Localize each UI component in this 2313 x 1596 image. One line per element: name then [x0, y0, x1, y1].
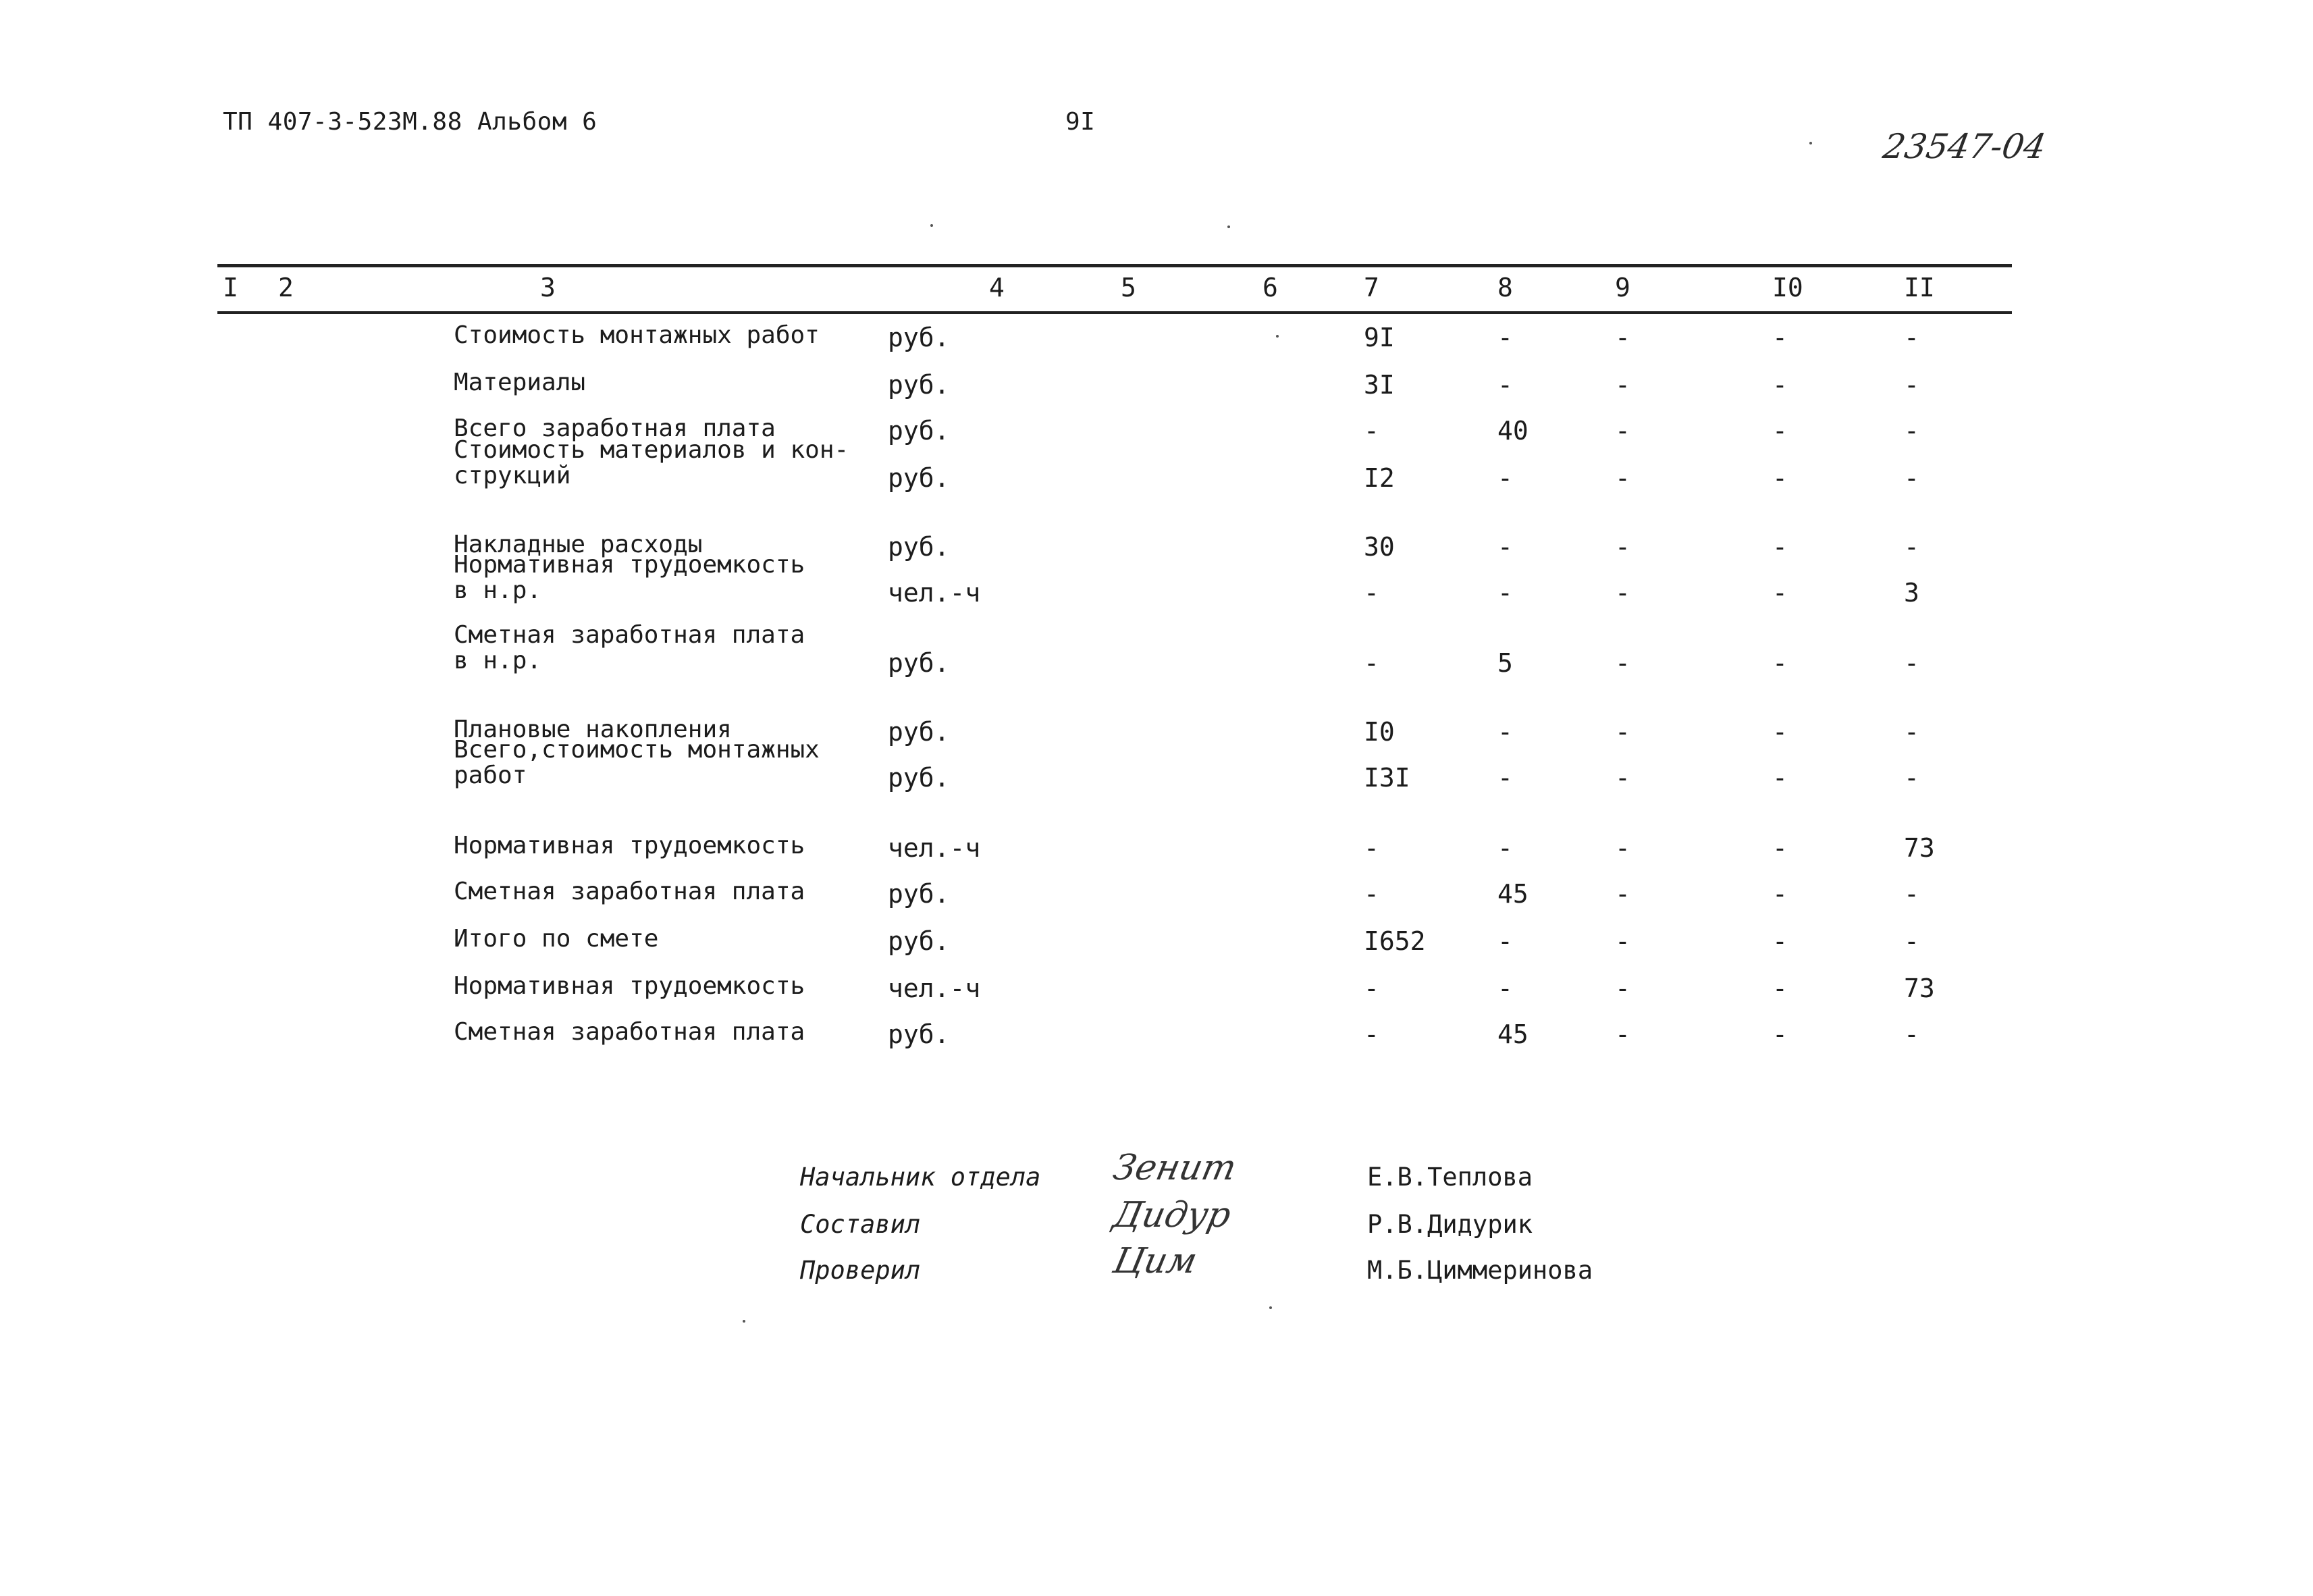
row-value-c10: - [1772, 926, 1788, 956]
row-value-c11: - [1904, 717, 1919, 747]
row-value-c10: - [1772, 717, 1788, 747]
row-label: Всего заработная плата [454, 415, 776, 442]
row-label: Стоимость монтажных работ [454, 321, 820, 349]
row-value-c11: - [1904, 370, 1919, 400]
row-value-c7: I3I [1364, 763, 1410, 793]
row-value-c7: I652 [1364, 926, 1426, 956]
row-label: Сметная заработная плата в н.р. [454, 621, 805, 674]
row-value-c8: - [1497, 717, 1513, 747]
row-unit: руб. [888, 416, 950, 446]
row-value-c7: - [1364, 648, 1379, 678]
row-value-c9: - [1615, 532, 1630, 562]
row-label: Стоимость материалов и кон- струкций [454, 436, 849, 489]
row-label: Всего,стоимость монтажных работ [454, 736, 820, 789]
row-value-c7: 30 [1364, 532, 1395, 562]
row-value-c7: - [1364, 879, 1379, 909]
row-value-c8: - [1497, 578, 1513, 608]
row-unit: чел.-ч [888, 578, 981, 608]
table-top-rule [217, 264, 2012, 267]
row-value-c10: - [1772, 370, 1788, 400]
row-value-c8: - [1497, 763, 1513, 793]
row-value-c8: - [1497, 532, 1513, 562]
row-value-c10: - [1772, 974, 1788, 1003]
row-value-c7: 3I [1364, 370, 1395, 400]
row-value-c11: - [1904, 532, 1919, 562]
row-unit: руб. [888, 926, 950, 956]
row-value-c11: - [1904, 648, 1919, 678]
row-value-c10: - [1772, 323, 1788, 352]
row-value-c11: 73 [1904, 833, 1935, 863]
row-value-c9: - [1615, 416, 1630, 446]
row-value-c7: - [1364, 578, 1379, 608]
row-value-c11: - [1904, 1019, 1919, 1049]
row-value-c7: 9I [1364, 323, 1395, 352]
row-value-c11: - [1904, 463, 1919, 493]
row-value-c7: I2 [1364, 463, 1395, 493]
row-label: Сметная заработная плата [454, 878, 805, 905]
row-value-c9: - [1615, 1019, 1630, 1049]
row-value-c7: - [1364, 974, 1379, 1003]
row-value-c11: 73 [1904, 974, 1935, 1003]
row-value-c10: - [1772, 648, 1788, 678]
row-unit: чел.-ч [888, 833, 981, 863]
row-unit: чел.-ч [888, 974, 981, 1003]
row-label: Плановые накопления [454, 716, 732, 743]
row-unit: руб. [888, 717, 950, 747]
row-unit: руб. [888, 879, 950, 909]
scan-speck [930, 224, 933, 227]
row-unit: руб. [888, 463, 950, 493]
row-unit: руб. [888, 370, 950, 400]
column-number-5: 5 [1121, 273, 1136, 302]
scan-speck [1276, 335, 1279, 338]
page-number: 9I [1065, 108, 1096, 136]
signatory-name: М.Б.Циммеринова [1367, 1256, 1593, 1285]
column-number-4: 4 [989, 273, 1005, 302]
row-value-c11: - [1904, 926, 1919, 956]
row-unit: руб. [888, 1019, 950, 1049]
row-value-c9: - [1615, 833, 1630, 863]
row-value-c10: - [1772, 763, 1788, 793]
document-code: ТП 407-3-523М.88 Альбом 6 [223, 108, 597, 136]
row-value-c10: - [1772, 416, 1788, 446]
handwritten-signature: Дидур [1109, 1195, 1235, 1235]
row-value-c8: - [1497, 974, 1513, 1003]
signatory-name: Е.В.Теплова [1367, 1163, 1533, 1192]
column-number-6: 6 [1262, 273, 1278, 302]
scan-speck [1269, 1306, 1272, 1309]
row-label: Накладные расходы [454, 531, 703, 558]
row-value-c10: - [1772, 833, 1788, 863]
column-number-11: II [1904, 273, 1935, 302]
row-value-c10: - [1772, 1019, 1788, 1049]
row-value-c9: - [1615, 763, 1630, 793]
row-value-c7: - [1364, 416, 1379, 446]
row-label: Материалы [454, 369, 586, 396]
row-value-c8: 45 [1497, 1019, 1528, 1049]
row-value-c8: - [1497, 463, 1513, 493]
row-unit: руб. [888, 323, 950, 352]
row-value-c8: 40 [1497, 416, 1528, 446]
row-value-c11: - [1904, 763, 1919, 793]
row-value-c11: 3 [1904, 578, 1919, 608]
row-unit: руб. [888, 648, 950, 678]
row-value-c7: I0 [1364, 717, 1395, 747]
scan-speck [743, 1320, 745, 1323]
row-value-c11: - [1904, 879, 1919, 909]
row-value-c8: - [1497, 926, 1513, 956]
column-number-3: 3 [540, 273, 556, 302]
row-value-c8: - [1497, 833, 1513, 863]
row-label: Нормативная трудоемкость [454, 972, 805, 1000]
row-value-c9: - [1615, 926, 1630, 956]
column-number-9: 9 [1615, 273, 1630, 302]
row-value-c8: 5 [1497, 648, 1513, 678]
handwritten-signature: Цим [1109, 1241, 1201, 1281]
row-value-c10: - [1772, 463, 1788, 493]
row-unit: руб. [888, 532, 950, 562]
row-value-c9: - [1615, 323, 1630, 352]
row-value-c8: 45 [1497, 879, 1528, 909]
row-value-c9: - [1615, 578, 1630, 608]
row-label: Нормативная трудоемкость [454, 832, 805, 859]
row-value-c11: - [1904, 416, 1919, 446]
signature-role: Составил [800, 1210, 921, 1239]
row-value-c10: - [1772, 879, 1788, 909]
row-value-c9: - [1615, 974, 1630, 1003]
scan-speck [1809, 142, 1812, 144]
signature-role: Проверил [800, 1256, 921, 1285]
row-label: Нормативная трудоемкость в н.р. [454, 551, 805, 604]
row-value-c9: - [1615, 463, 1630, 493]
row-value-c8: - [1497, 323, 1513, 352]
row-value-c9: - [1615, 370, 1630, 400]
signature-role: Начальник отдела [800, 1163, 1041, 1192]
row-label: Сметная заработная плата [454, 1018, 805, 1046]
column-number-8: 8 [1497, 273, 1513, 302]
column-number-10: I0 [1772, 273, 1803, 302]
row-unit: руб. [888, 763, 950, 793]
row-value-c10: - [1772, 578, 1788, 608]
row-value-c9: - [1615, 717, 1630, 747]
row-value-c7: - [1364, 1019, 1379, 1049]
row-value-c9: - [1615, 648, 1630, 678]
signatory-name: Р.В.Дидурик [1367, 1210, 1533, 1239]
column-number-2: 2 [278, 273, 294, 302]
row-value-c8: - [1497, 370, 1513, 400]
row-value-c7: - [1364, 833, 1379, 863]
row-value-c9: - [1615, 879, 1630, 909]
inventory-number: 23547-04 [1880, 127, 2049, 166]
handwritten-signature: Зенит [1109, 1148, 1240, 1188]
scan-speck [1227, 225, 1230, 228]
row-value-c10: - [1772, 532, 1788, 562]
column-number-1: I [223, 273, 238, 302]
row-value-c11: - [1904, 323, 1919, 352]
row-label: Итого по смете [454, 925, 659, 953]
table-header-rule [217, 311, 2012, 314]
column-number-7: 7 [1364, 273, 1379, 302]
